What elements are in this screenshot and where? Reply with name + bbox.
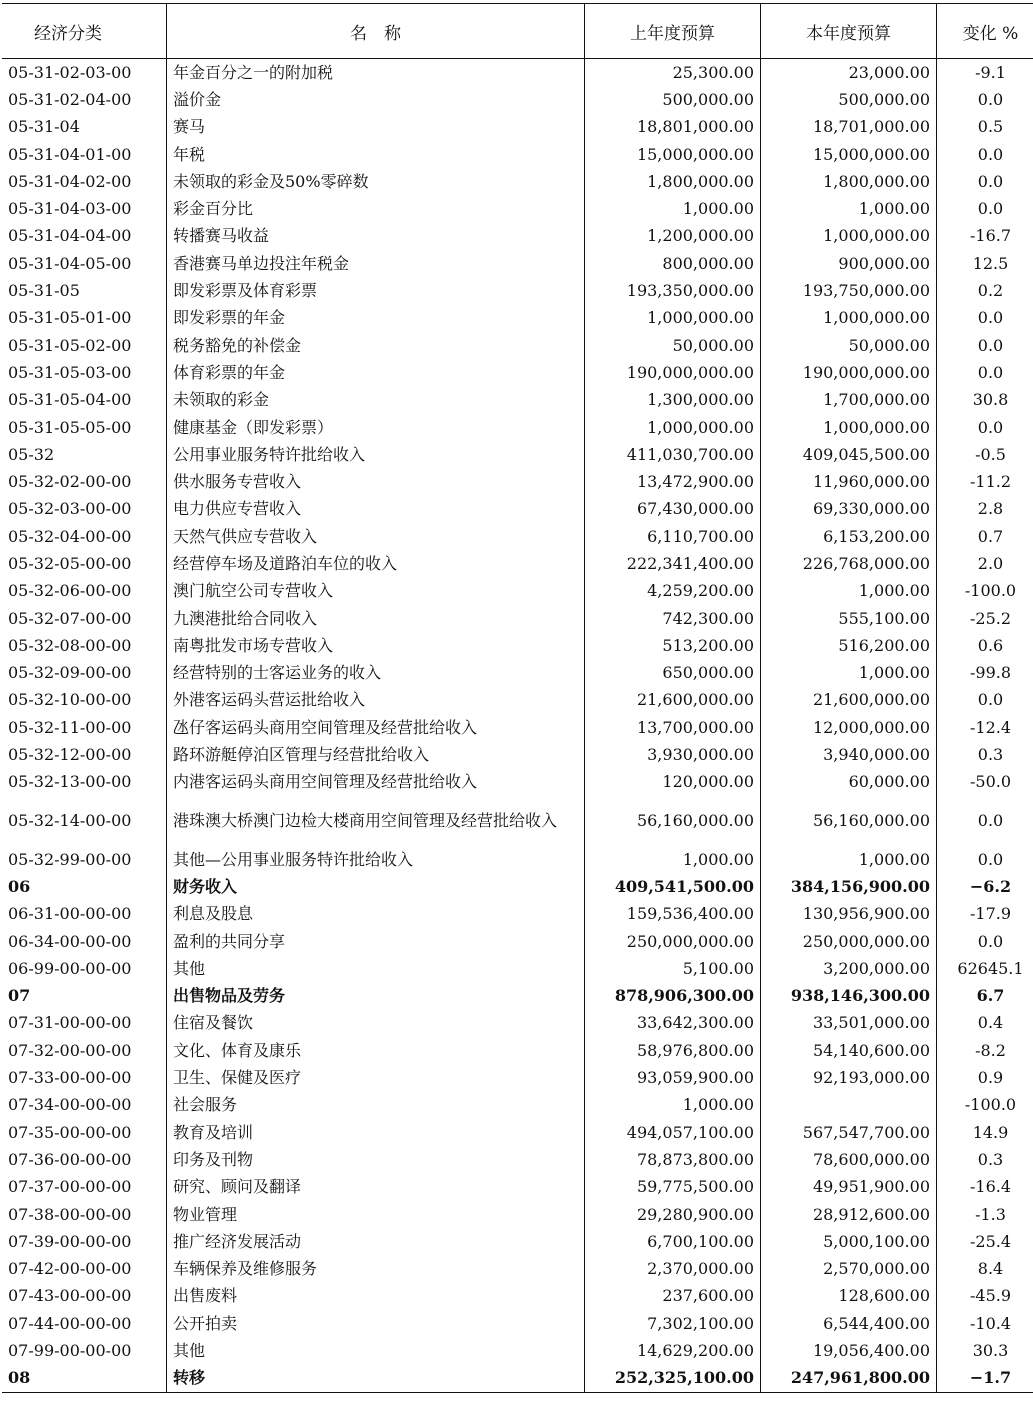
cell-prev-budget: 58,976,800.00 xyxy=(585,1037,761,1064)
cell-prev-budget: 56,160,000.00 xyxy=(585,796,761,846)
cell-curr-budget: 11,960,000.00 xyxy=(761,468,937,495)
cell-prev-budget: 1,300,000.00 xyxy=(585,387,761,414)
cell-prev-budget: 7,302,100.00 xyxy=(585,1310,761,1337)
cell-name: 其他 xyxy=(167,1337,585,1364)
cell-change-pct: -16.4 xyxy=(969,1177,1012,1197)
cell-prev-budget: 33,642,300.00 xyxy=(585,1010,761,1037)
cell-change-pct: 0.0 xyxy=(977,144,1004,164)
table-row xyxy=(2,714,1033,741)
cell-code: 05-31-05-05-00 xyxy=(2,414,167,441)
cell-name: 年金百分之一的附加税 xyxy=(167,59,585,87)
cell-change-pct: 0.3 xyxy=(977,1149,1004,1169)
cell-code: 07-42-00-00-00 xyxy=(2,1255,167,1282)
table-row xyxy=(2,687,1033,714)
cell-name: 彩金百分比 xyxy=(167,195,585,222)
cell-change-pct: -100.0 xyxy=(964,1095,1017,1115)
table-row xyxy=(2,195,1033,222)
cell-change-pct: 0.0 xyxy=(977,171,1004,191)
cell-change-pct: 0.0 xyxy=(977,690,1004,710)
cell-code: 07-99-00-00-00 xyxy=(2,1337,167,1364)
cell-code: 05-31-04-03-00 xyxy=(2,195,167,222)
header-code: 经济分类 xyxy=(2,4,167,59)
cell-code: 05-31-02-04-00 xyxy=(2,86,167,113)
table-row xyxy=(2,955,1033,982)
cell-curr-budget: 60,000.00 xyxy=(761,769,937,796)
cell-curr-budget: 5,000,100.00 xyxy=(761,1228,937,1255)
cell-prev-budget: 650,000.00 xyxy=(585,660,761,687)
cell-code: 07-33-00-00-00 xyxy=(2,1064,167,1091)
table-row xyxy=(2,332,1033,359)
cell-name: 车辆保养及维修服务 xyxy=(167,1255,585,1282)
cell-curr-budget: 92,193,000.00 xyxy=(761,1064,937,1091)
cell-curr-budget: 18,701,000.00 xyxy=(761,114,937,141)
table-row xyxy=(2,305,1033,332)
cell-name: 财务收入 xyxy=(167,873,585,900)
cell-curr-budget: 1,000.00 xyxy=(761,195,937,222)
cell-curr-budget: 1,000,000.00 xyxy=(761,305,937,332)
cell-prev-budget: 93,059,900.00 xyxy=(585,1064,761,1091)
cell-change-pct: -45.9 xyxy=(969,1286,1012,1306)
cell-name: 健康基金（即发彩票） xyxy=(167,414,585,441)
cell-curr-budget: 49,951,900.00 xyxy=(761,1174,937,1201)
cell-prev-budget: 50,000.00 xyxy=(585,332,761,359)
table-body xyxy=(2,59,1033,1393)
header-curr-budget: 本年度预算 xyxy=(761,4,937,59)
cell-prev-budget: 800,000.00 xyxy=(585,250,761,277)
cell-name: 社会服务 xyxy=(167,1092,585,1119)
cell-curr-budget: 130,956,900.00 xyxy=(761,901,937,928)
table-row xyxy=(2,496,1033,523)
table-row xyxy=(2,796,1033,846)
cell-curr-budget: 250,000,000.00 xyxy=(761,928,937,955)
cell-curr-budget: 555,100.00 xyxy=(761,605,937,632)
cell-prev-budget: 4,259,200.00 xyxy=(585,578,761,605)
cell-change-pct: 0.7 xyxy=(977,526,1004,546)
cell-curr-budget: 21,600,000.00 xyxy=(761,687,937,714)
cell-prev-budget: 190,000,000.00 xyxy=(585,359,761,386)
cell-name: 供水服务专营收入 xyxy=(167,468,585,495)
cell-code: 05-32-02-00-00 xyxy=(2,468,167,495)
table-row xyxy=(2,250,1033,277)
table-row xyxy=(2,632,1033,659)
cell-name: 澳门航空公司专营收入 xyxy=(167,578,585,605)
cell-name: 体育彩票的年金 xyxy=(167,359,585,386)
cell-code: 08 xyxy=(2,1365,167,1393)
cell-change-pct: -50.0 xyxy=(969,772,1012,792)
cell-code: 07-35-00-00-00 xyxy=(2,1119,167,1146)
table-row xyxy=(2,741,1033,768)
cell-curr-budget: 56,160,000.00 xyxy=(761,796,937,846)
cell-code: 05-31-05-03-00 xyxy=(2,359,167,386)
table-row xyxy=(2,1283,1033,1310)
cell-prev-budget: 193,350,000.00 xyxy=(585,277,761,304)
table-row xyxy=(2,468,1033,495)
cell-code: 05-31-05-04-00 xyxy=(2,387,167,414)
cell-change-pct: 0.5 xyxy=(977,117,1004,137)
cell-curr-budget: 1,000,000.00 xyxy=(761,223,937,250)
cell-prev-budget: 1,000.00 xyxy=(585,195,761,222)
table-row xyxy=(2,550,1033,577)
cell-curr-budget: 3,940,000.00 xyxy=(761,741,937,768)
cell-name: 即发彩票及体育彩票 xyxy=(167,277,585,304)
cell-name: 溢价金 xyxy=(167,86,585,113)
cell-curr-budget: 12,000,000.00 xyxy=(761,714,937,741)
cell-name: 即发彩票的年金 xyxy=(167,305,585,332)
cell-change-pct: 0.0 xyxy=(977,362,1004,382)
cell-name: 卫生、保健及医疗 xyxy=(167,1064,585,1091)
cell-code: 05-31-04-04-00 xyxy=(2,223,167,250)
cell-change-pct: 62645.1 xyxy=(957,958,1024,978)
cell-code: 07-37-00-00-00 xyxy=(2,1174,167,1201)
cell-code: 05-32-05-00-00 xyxy=(2,550,167,577)
table-row xyxy=(2,114,1033,141)
cell-change-pct: 0.0 xyxy=(977,849,1004,869)
cell-code: 05-32-09-00-00 xyxy=(2,660,167,687)
cell-name: 出售物品及劳务 xyxy=(167,983,585,1010)
cell-prev-budget: 159,536,400.00 xyxy=(585,901,761,928)
cell-name: 其他 xyxy=(167,955,585,982)
cell-name: 电力供应专营收入 xyxy=(167,496,585,523)
cell-prev-budget: 1,200,000.00 xyxy=(585,223,761,250)
cell-change-pct: 0.4 xyxy=(977,1013,1004,1033)
table-row xyxy=(2,983,1033,1010)
cell-prev-budget: 18,801,000.00 xyxy=(585,114,761,141)
cell-code: 07-38-00-00-00 xyxy=(2,1201,167,1228)
cell-prev-budget: 500,000.00 xyxy=(585,86,761,113)
budget-table xyxy=(2,3,1033,1393)
cell-code: 05-31-04-05-00 xyxy=(2,250,167,277)
table-row xyxy=(2,359,1033,386)
table-row xyxy=(2,873,1033,900)
cell-change-pct: -17.9 xyxy=(969,904,1012,924)
table-row xyxy=(2,1201,1033,1228)
cell-curr-budget: 409,045,500.00 xyxy=(761,441,937,468)
cell-name: 研究、顾问及翻译 xyxy=(167,1174,585,1201)
cell-prev-budget: 1,000,000.00 xyxy=(585,414,761,441)
cell-curr-budget: 193,750,000.00 xyxy=(761,277,937,304)
cell-curr-budget: 1,000.00 xyxy=(761,846,937,873)
cell-name: 住宿及餐饮 xyxy=(167,1010,585,1037)
cell-name: 公开拍卖 xyxy=(167,1310,585,1337)
cell-prev-budget: 494,057,100.00 xyxy=(585,1119,761,1146)
cell-prev-budget: 13,700,000.00 xyxy=(585,714,761,741)
cell-name: 文化、体育及康乐 xyxy=(167,1037,585,1064)
cell-change-pct: 8.4 xyxy=(977,1259,1004,1279)
cell-code: 06-34-00-00-00 xyxy=(2,928,167,955)
cell-code: 07-36-00-00-00 xyxy=(2,1146,167,1173)
table-row xyxy=(2,168,1033,195)
header-prev-budget: 上年度预算 xyxy=(585,4,761,59)
table-row xyxy=(2,277,1033,304)
cell-name: 盈利的共同分享 xyxy=(167,928,585,955)
cell-code: 07-31-00-00-00 xyxy=(2,1010,167,1037)
cell-change-pct: -25.2 xyxy=(969,608,1012,628)
cell-curr-budget xyxy=(761,1092,937,1119)
cell-change-pct: 6.7 xyxy=(976,986,1005,1006)
cell-prev-budget: 29,280,900.00 xyxy=(585,1201,761,1228)
cell-change-pct: -10.4 xyxy=(969,1313,1012,1333)
table-row xyxy=(2,660,1033,687)
table-row xyxy=(2,523,1033,550)
cell-change-pct: 30.8 xyxy=(972,390,1009,410)
cell-code: 07-34-00-00-00 xyxy=(2,1092,167,1119)
cell-change-pct: 0.0 xyxy=(977,417,1004,437)
header-name: 名 称 xyxy=(167,4,585,59)
cell-change-pct: 0.3 xyxy=(977,745,1004,765)
cell-change-pct: 0.9 xyxy=(977,1068,1004,1088)
cell-prev-budget: 1,000.00 xyxy=(585,1092,761,1119)
cell-change-pct: -9.1 xyxy=(975,62,1006,82)
cell-code: 05-32-14-00-00 xyxy=(2,796,167,846)
cell-curr-budget: 28,912,600.00 xyxy=(761,1201,937,1228)
cell-code: 05-32-11-00-00 xyxy=(2,714,167,741)
cell-name: 教育及培训 xyxy=(167,1119,585,1146)
cell-curr-budget: 1,800,000.00 xyxy=(761,168,937,195)
cell-change-pct: 12.5 xyxy=(972,253,1009,273)
cell-change-pct: 30.3 xyxy=(972,1341,1009,1360)
cell-prev-budget: 13,472,900.00 xyxy=(585,468,761,495)
cell-change-pct: -100.0 xyxy=(964,581,1017,601)
table-row xyxy=(2,86,1033,113)
cell-name: 税务豁免的补偿金 xyxy=(167,332,585,359)
cell-change-pct: -16.7 xyxy=(969,226,1012,246)
cell-prev-budget: 878,906,300.00 xyxy=(585,983,761,1010)
cell-name: 转移 xyxy=(167,1365,585,1393)
cell-code: 07-39-00-00-00 xyxy=(2,1228,167,1255)
cell-change-pct: 0.0 xyxy=(977,931,1004,951)
header-row xyxy=(2,4,1033,59)
cell-name: 未领取的彩金 xyxy=(167,387,585,414)
cell-prev-budget: 1,000.00 xyxy=(585,846,761,873)
table-row xyxy=(2,1255,1033,1282)
table-row xyxy=(2,387,1033,414)
cell-name: 氹仔客运码头商用空间管理及经营批给收入 xyxy=(167,714,585,741)
cell-name: 天然气供应专营收入 xyxy=(167,523,585,550)
cell-curr-budget: 567,547,700.00 xyxy=(761,1119,937,1146)
table-row xyxy=(2,1310,1033,1337)
header-change-pct: 变化 % xyxy=(937,4,1033,59)
table-row xyxy=(2,141,1033,168)
table-row xyxy=(2,605,1033,632)
cell-prev-budget: 67,430,000.00 xyxy=(585,496,761,523)
table-row xyxy=(2,1010,1033,1037)
cell-change-pct: 0.2 xyxy=(977,281,1004,301)
cell-prev-budget: 15,000,000.00 xyxy=(585,141,761,168)
cell-curr-budget: 15,000,000.00 xyxy=(761,141,937,168)
table-row xyxy=(2,441,1033,468)
cell-name: 经营停车场及道路泊车位的收入 xyxy=(167,550,585,577)
cell-prev-budget: 120,000.00 xyxy=(585,769,761,796)
cell-code: 05-32 xyxy=(2,441,167,468)
cell-prev-budget: 14,629,200.00 xyxy=(585,1337,761,1364)
table-row xyxy=(2,901,1033,928)
cell-name: 经营特别的士客运业务的收入 xyxy=(167,660,585,687)
cell-name: 香港赛马单边投注年税金 xyxy=(167,250,585,277)
cell-name: 南粤批发市场专营收入 xyxy=(167,632,585,659)
table-row xyxy=(2,846,1033,873)
cell-name: 出售废料 xyxy=(167,1283,585,1310)
cell-change-pct: 0.0 xyxy=(977,199,1004,219)
cell-change-pct: -0.5 xyxy=(975,444,1006,464)
cell-change-pct: −1.7 xyxy=(937,1365,1033,1393)
cell-change-pct: −6.2 xyxy=(969,876,1012,896)
cell-prev-budget: 409,541,500.00 xyxy=(585,873,761,900)
cell-change-pct: -11.2 xyxy=(969,472,1012,492)
cell-curr-budget: 33,501,000.00 xyxy=(761,1010,937,1037)
cell-curr-budget: 1,000.00 xyxy=(761,660,937,687)
table-row xyxy=(2,1146,1033,1173)
cell-change-pct: 0.6 xyxy=(977,635,1004,655)
cell-prev-budget: 1,800,000.00 xyxy=(585,168,761,195)
cell-name: 内港客运码头商用空间管理及经营批给收入 xyxy=(167,769,585,796)
cell-curr-budget: 938,146,300.00 xyxy=(761,983,937,1010)
cell-change-pct: 0.0 xyxy=(977,308,1004,328)
cell-name: 港珠澳大桥澳门边检大楼商用空间管理及经营批给收入 xyxy=(167,796,585,846)
table-row xyxy=(2,1064,1033,1091)
cell-change-pct: -1.3 xyxy=(975,1204,1006,1224)
cell-prev-budget: 78,873,800.00 xyxy=(585,1146,761,1173)
cell-curr-budget: 226,768,000.00 xyxy=(761,550,937,577)
cell-prev-budget: 3,930,000.00 xyxy=(585,741,761,768)
table-row xyxy=(2,1337,1033,1364)
cell-curr-budget: 247,961,800.00 xyxy=(761,1365,937,1393)
table-row xyxy=(2,1119,1033,1146)
cell-code: 07-44-00-00-00 xyxy=(2,1310,167,1337)
cell-code: 05-32-04-00-00 xyxy=(2,523,167,550)
cell-change-pct: 2.8 xyxy=(977,499,1004,519)
cell-change-pct: -8.2 xyxy=(975,1040,1006,1060)
table-row xyxy=(2,578,1033,605)
cell-curr-budget: 1,000.00 xyxy=(761,578,937,605)
cell-prev-budget: 25,300.00 xyxy=(585,59,761,87)
cell-code: 05-32-99-00-00 xyxy=(2,846,167,873)
cell-code: 05-32-03-00-00 xyxy=(2,496,167,523)
table-row xyxy=(2,1174,1033,1201)
cell-change-pct: -25.4 xyxy=(969,1231,1012,1251)
cell-code: 05-31-04-01-00 xyxy=(2,141,167,168)
cell-code: 05-31-04 xyxy=(2,114,167,141)
cell-name: 赛马 xyxy=(167,114,585,141)
cell-name: 公用事业服务特许批给收入 xyxy=(167,441,585,468)
cell-change-pct: 0.0 xyxy=(977,335,1004,355)
table-row xyxy=(2,1092,1033,1119)
cell-change-pct: -99.8 xyxy=(969,663,1012,683)
cell-prev-budget: 59,775,500.00 xyxy=(585,1174,761,1201)
cell-curr-budget: 190,000,000.00 xyxy=(761,359,937,386)
cell-name: 路环游艇停泊区管理与经营批给收入 xyxy=(167,741,585,768)
cell-code: 05-32-13-00-00 xyxy=(2,769,167,796)
cell-curr-budget: 6,153,200.00 xyxy=(761,523,937,550)
cell-prev-budget: 513,200.00 xyxy=(585,632,761,659)
cell-curr-budget: 6,544,400.00 xyxy=(761,1310,937,1337)
cell-curr-budget: 19,056,400.00 xyxy=(761,1337,937,1364)
cell-name: 年税 xyxy=(167,141,585,168)
cell-name: 外港客运码头营运批给收入 xyxy=(167,687,585,714)
cell-curr-budget: 1,000,000.00 xyxy=(761,414,937,441)
cell-code: 05-32-12-00-00 xyxy=(2,741,167,768)
cell-curr-budget: 500,000.00 xyxy=(761,86,937,113)
cell-prev-budget: 6,110,700.00 xyxy=(585,523,761,550)
cell-curr-budget: 128,600.00 xyxy=(761,1283,937,1310)
cell-code: 05-31-05-02-00 xyxy=(2,332,167,359)
cell-curr-budget: 3,200,000.00 xyxy=(761,955,937,982)
cell-name: 推广经济发展活动 xyxy=(167,1228,585,1255)
cell-prev-budget: 250,000,000.00 xyxy=(585,928,761,955)
cell-prev-budget: 2,370,000.00 xyxy=(585,1255,761,1282)
cell-curr-budget: 2,570,000.00 xyxy=(761,1255,937,1282)
cell-curr-budget: 23,000.00 xyxy=(761,59,937,87)
cell-code: 07-32-00-00-00 xyxy=(2,1037,167,1064)
cell-curr-budget: 1,700,000.00 xyxy=(761,387,937,414)
cell-code: 05-32-08-00-00 xyxy=(2,632,167,659)
cell-curr-budget: 69,330,000.00 xyxy=(761,496,937,523)
cell-name: 印务及刊物 xyxy=(167,1146,585,1173)
cell-code: 05-32-07-00-00 xyxy=(2,605,167,632)
table-row xyxy=(2,928,1033,955)
cell-curr-budget: 516,200.00 xyxy=(761,632,937,659)
cell-name: 其他—公用事业服务特许批给收入 xyxy=(167,846,585,873)
cell-curr-budget: 384,156,900.00 xyxy=(761,873,937,900)
cell-curr-budget: 900,000.00 xyxy=(761,250,937,277)
cell-change-pct: -12.4 xyxy=(969,717,1012,737)
cell-code: 07-43-00-00-00 xyxy=(2,1283,167,1310)
table-row xyxy=(2,59,1033,87)
cell-prev-budget: 21,600,000.00 xyxy=(585,687,761,714)
cell-code: 05-31-02-03-00 xyxy=(2,59,167,87)
table-row xyxy=(2,414,1033,441)
cell-name: 未领取的彩金及50%零碎数 xyxy=(167,168,585,195)
table-row xyxy=(2,1365,1033,1393)
cell-prev-budget: 1,000,000.00 xyxy=(585,305,761,332)
cell-code: 05-31-05-01-00 xyxy=(2,305,167,332)
cell-change-pct: 0.0 xyxy=(977,89,1004,109)
cell-name: 物业管理 xyxy=(167,1201,585,1228)
cell-name: 利息及股息 xyxy=(167,901,585,928)
cell-prev-budget: 411,030,700.00 xyxy=(585,441,761,468)
cell-code: 06-99-00-00-00 xyxy=(2,955,167,982)
cell-name: 转播赛马收益 xyxy=(167,223,585,250)
cell-code: 05-31-04-02-00 xyxy=(2,168,167,195)
table-row xyxy=(2,223,1033,250)
cell-name: 九澳港批给合同收入 xyxy=(167,605,585,632)
cell-prev-budget: 742,300.00 xyxy=(585,605,761,632)
cell-prev-budget: 6,700,100.00 xyxy=(585,1228,761,1255)
cell-code: 06-31-00-00-00 xyxy=(2,901,167,928)
cell-code: 05-32-10-00-00 xyxy=(2,687,167,714)
cell-code: 06 xyxy=(2,873,167,900)
cell-curr-budget: 50,000.00 xyxy=(761,332,937,359)
cell-curr-budget: 78,600,000.00 xyxy=(761,1146,937,1173)
cell-code: 07 xyxy=(2,983,167,1010)
cell-prev-budget: 222,341,400.00 xyxy=(585,550,761,577)
cell-prev-budget: 237,600.00 xyxy=(585,1283,761,1310)
table-row xyxy=(2,1228,1033,1255)
cell-prev-budget: 252,325,100.00 xyxy=(585,1365,761,1393)
cell-code: 05-32-06-00-00 xyxy=(2,578,167,605)
cell-change-pct: 0.0 xyxy=(977,811,1004,831)
cell-change-pct: 14.9 xyxy=(972,1122,1009,1142)
table-row xyxy=(2,1037,1033,1064)
cell-curr-budget: 54,140,600.00 xyxy=(761,1037,937,1064)
cell-prev-budget: 5,100.00 xyxy=(585,955,761,982)
table-row xyxy=(2,769,1033,796)
cell-change-pct: 2.0 xyxy=(977,553,1004,573)
cell-code: 05-31-05 xyxy=(2,277,167,304)
